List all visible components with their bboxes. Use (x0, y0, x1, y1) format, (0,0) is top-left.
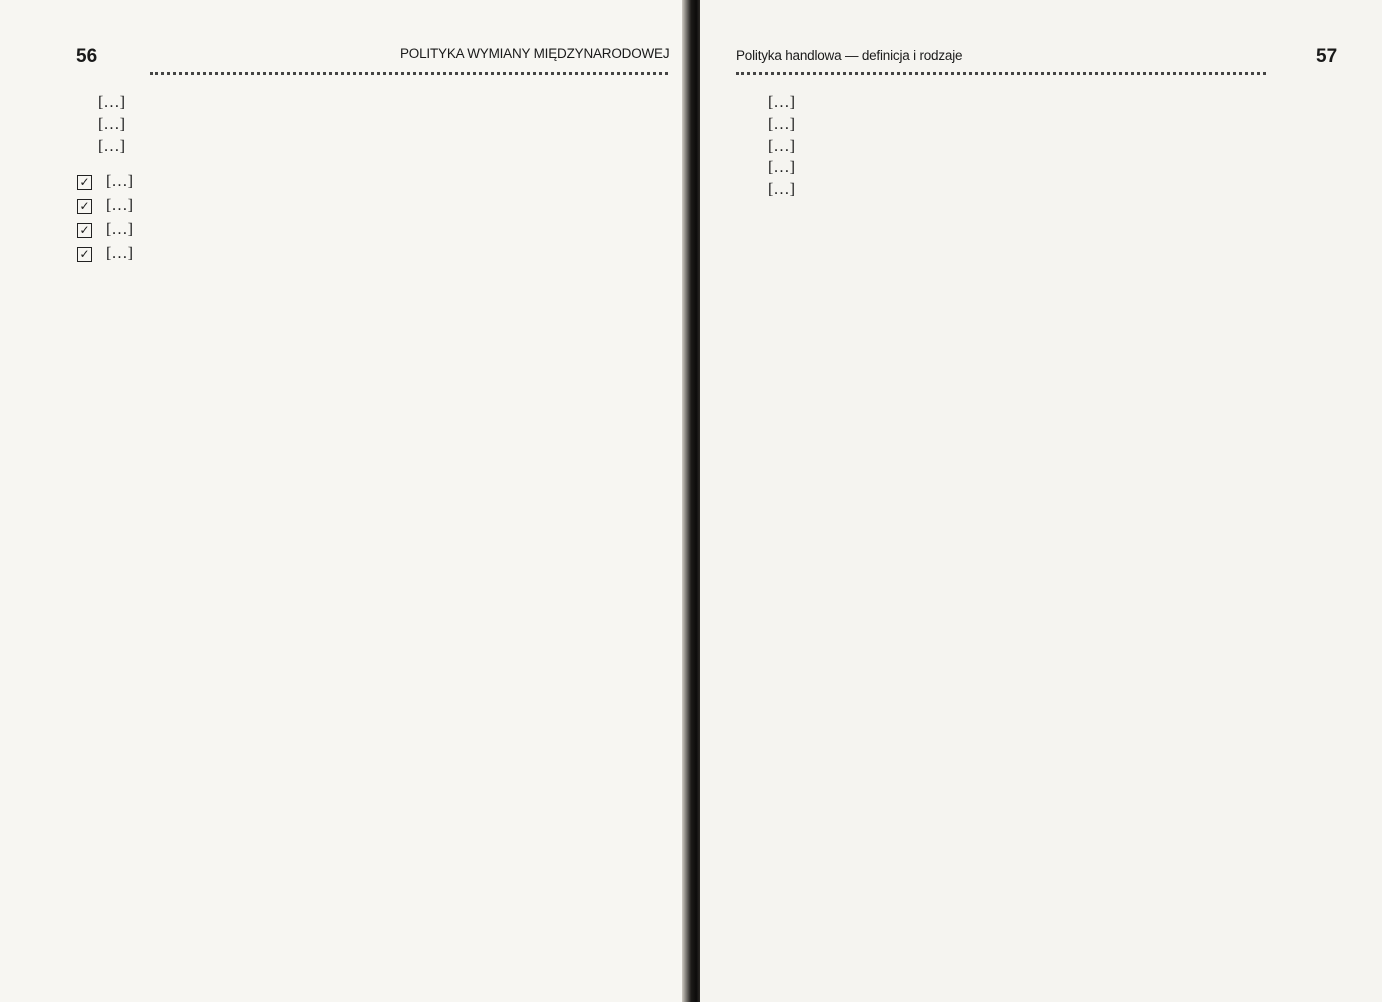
page-body (76, 92, 666, 267)
checkbox-checked-icon: ✓ (77, 175, 92, 190)
list-item-text: […] (106, 243, 133, 262)
list-item-text: […] (106, 172, 133, 191)
running-title: Polityka handlowa — definicja i rodzaje (736, 48, 963, 63)
header-rule (736, 64, 1266, 75)
list-item (76, 171, 666, 193)
list-item (76, 195, 666, 217)
bullet-list (76, 171, 666, 264)
list-item (76, 219, 666, 241)
paragraph: […] (768, 114, 795, 133)
list-item-text: […] (106, 196, 133, 215)
checkbox-checked-icon: ✓ (77, 223, 92, 238)
left-page (0, 0, 690, 1002)
checkbox-checked-icon: ✓ (77, 199, 92, 214)
paragraph: […] (768, 180, 795, 199)
paragraph: […] (768, 158, 795, 177)
right-page (700, 0, 1382, 1002)
header-rule (150, 64, 668, 75)
page-number: 56 (76, 46, 98, 67)
paragraph: […] (98, 136, 125, 155)
page-number: 57 (1316, 46, 1338, 67)
list-item-text: […] (106, 219, 133, 238)
running-title: POLITYKA WYMIANY MIĘDZYNARODOWEJ (400, 46, 670, 61)
paragraph: […] (768, 136, 795, 155)
paragraph: […] (98, 114, 125, 133)
checkbox-checked-icon: ✓ (77, 247, 92, 262)
paragraph: […] (768, 93, 795, 111)
paragraph: […] (98, 93, 125, 111)
page-body (746, 92, 1338, 201)
list-item (76, 243, 666, 265)
